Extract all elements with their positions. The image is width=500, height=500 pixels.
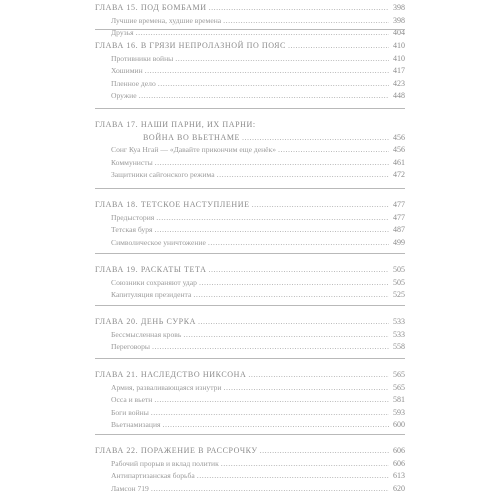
toc-entry[interactable]: [95, 289, 405, 302]
dot-leader: [223, 15, 389, 28]
toc-entry[interactable]: [95, 419, 405, 432]
toc-entry[interactable]: [95, 394, 405, 407]
toc-entry[interactable]: [95, 237, 405, 250]
chapter-divider: [95, 358, 405, 359]
chapter-title: ГЛАВА 18. ТЕТСКОЕ НАСТУПЛЕНИЕ: [95, 200, 250, 209]
section-title: Защитники сайгонского режима: [111, 170, 215, 179]
section-title: Бессмысленная кровь: [111, 329, 182, 339]
chapter-title: ГЛАВА 21. НАСЛЕДСТВО НИКСОНА: [95, 370, 247, 379]
section-title: Символическое уничтожение: [111, 237, 206, 247]
section-title: Сонг Куа Нгай — «Давайте прикончим еще денёк»: [111, 145, 276, 154]
dot-leader: [199, 277, 389, 290]
section-title: Осса и вьетн: [111, 395, 153, 404]
section-title: Ламсон 719: [111, 483, 149, 493]
dot-leader: [158, 78, 389, 91]
section-page-number: 620: [393, 483, 405, 493]
toc-entry[interactable]: [95, 157, 405, 170]
chapter-divider: [95, 29, 405, 30]
dot-leader: [145, 65, 389, 78]
section-page-number: 499: [393, 237, 405, 247]
chapter-page-number: 456: [393, 132, 405, 142]
section-title: Вьетнамизация: [111, 420, 161, 429]
section-page-number: 558: [393, 342, 405, 351]
section-title: Боги войны: [111, 407, 149, 417]
chapter-page-number: 477: [393, 200, 405, 209]
section-page-number: 505: [393, 277, 405, 287]
toc-entry[interactable]: [95, 144, 405, 157]
toc-entry[interactable]: [95, 407, 405, 420]
chapter-divider: [95, 108, 405, 109]
section-title: Предыстория: [111, 212, 155, 222]
chapter-title: ГЛАВА 20. ДЕНЬ СУРКА: [95, 317, 197, 326]
section-title: Союзники сохраняют удар: [111, 277, 197, 287]
dot-leader: [223, 382, 389, 395]
section-page-number: 581: [393, 395, 405, 404]
chapter-title: ГЛАВА 19. РАСКАТЫ ТЕТА: [95, 265, 207, 274]
dot-leader: [155, 224, 390, 237]
toc-entry[interactable]: [95, 90, 405, 103]
chapter-heading[interactable]: [95, 369, 405, 382]
section-title: Тетская буря: [111, 225, 153, 234]
section-page-number: 472: [393, 170, 405, 179]
dot-leader: [193, 289, 389, 302]
section-page-number: 565: [393, 382, 405, 392]
section-page-number: 593: [393, 407, 405, 417]
toc-entry[interactable]: [95, 53, 405, 66]
chapter-page-number: 398: [393, 3, 405, 12]
chapter-divider: [95, 253, 405, 254]
section-page-number: 398: [393, 15, 405, 25]
section-page-number: 448: [393, 91, 405, 100]
chapter-title: ГЛАВА 16. В ГРЯЗИ НЕПРОЛАЗНОЙ ПО ПОЯС: [95, 41, 286, 50]
chapter-heading[interactable]: [95, 445, 405, 458]
chapter-block: [95, 443, 405, 495]
dot-leader: [248, 369, 389, 382]
chapter-page-number: 565: [393, 370, 405, 379]
chapter-divider: [95, 305, 405, 306]
section-page-number: 461: [393, 157, 405, 167]
chapter-block: [95, 0, 405, 40]
section-title: Противники войны: [111, 53, 174, 63]
dot-leader: [156, 212, 389, 225]
chapter-title: ГЛАВА 17. НАШИ ПАРНИ, ИХ ПАРНИ:: [95, 120, 256, 129]
section-page-number: 477: [393, 212, 405, 222]
section-page-number: 456: [393, 145, 405, 154]
chapter-heading[interactable]: [95, 119, 405, 132]
dot-leader: [163, 419, 389, 432]
chapter-block: [95, 314, 405, 354]
section-page-number: 613: [393, 471, 405, 480]
dot-leader: [154, 394, 389, 407]
section-title: Переговоры: [111, 342, 150, 351]
toc-entry[interactable]: [95, 277, 405, 290]
section-title: Армия, разваливающаяся изнутри: [111, 382, 222, 392]
chapter-heading[interactable]: [95, 40, 405, 53]
chapter-divider: [95, 188, 405, 189]
toc-entry[interactable]: [95, 470, 405, 483]
section-page-number: 533: [393, 329, 405, 339]
chapter-heading[interactable]: [95, 2, 405, 15]
dot-leader: [252, 199, 389, 212]
dot-leader: [209, 2, 389, 15]
toc-entry[interactable]: [95, 15, 405, 28]
dot-leader: [139, 90, 389, 103]
dot-leader: [221, 458, 389, 471]
dot-leader: [151, 407, 389, 420]
section-title: Друзья: [111, 28, 134, 37]
chapter-title: ГЛАВА 15. ПОД БОМБАМИ: [95, 3, 207, 12]
chapter-heading[interactable]: [95, 264, 405, 277]
dot-leader: [242, 132, 389, 145]
section-title: Лучшие времена, худшие времена: [111, 15, 222, 25]
chapter-page-number: 533: [393, 317, 405, 326]
section-title: Хошимин: [111, 66, 143, 75]
toc-entry[interactable]: [95, 224, 405, 237]
chapter-block: [95, 262, 405, 302]
chapter-block: [95, 38, 405, 103]
dot-leader: [197, 470, 389, 483]
dot-leader: [151, 483, 389, 496]
section-page-number: 600: [393, 420, 405, 429]
dot-leader: [208, 237, 389, 250]
chapter-heading-continued[interactable]: [95, 132, 405, 145]
chapter-title: ГЛАВА 22. ПОРАЖЕНИЕ В РАССРОЧКУ: [95, 446, 258, 455]
chapter-title-continued: ВОЙНА ВО ВЬЕТНАМЕ: [143, 132, 241, 142]
section-title: Антипартизанская борьба: [111, 471, 195, 480]
dot-leader: [217, 169, 389, 182]
chapter-heading[interactable]: [95, 316, 405, 329]
toc-entry[interactable]: [95, 341, 405, 354]
section-page-number: 525: [393, 290, 405, 299]
chapter-block: [95, 197, 405, 249]
section-title: Коммунисты: [111, 157, 153, 167]
chapter-block: [95, 117, 405, 182]
toc-entry[interactable]: [95, 212, 405, 225]
dot-leader: [260, 445, 389, 458]
section-page-number: 410: [393, 53, 405, 63]
section-title: Капитуляция президента: [111, 290, 192, 299]
toc-entry[interactable]: [95, 483, 405, 496]
chapter-divider: [95, 434, 405, 435]
chapter-heading[interactable]: [95, 199, 405, 212]
section-page-number: 487: [393, 225, 405, 234]
chapter-page-number: 410: [393, 41, 405, 50]
dot-leader: [175, 53, 389, 66]
dot-leader: [278, 144, 389, 157]
toc-entry[interactable]: [95, 169, 405, 182]
dot-leader: [183, 329, 389, 342]
section-title: Пленное дело: [111, 78, 156, 88]
toc-entry[interactable]: [95, 382, 405, 395]
dot-leader: [152, 341, 389, 354]
section-title: Оружие: [111, 91, 137, 100]
toc-entry[interactable]: [95, 65, 405, 78]
section-page-number: 423: [393, 78, 405, 88]
dot-leader: [288, 40, 389, 53]
dot-leader: [209, 264, 390, 277]
toc-entry[interactable]: [95, 78, 405, 91]
toc-entry[interactable]: [95, 458, 405, 471]
chapter-page-number: 505: [393, 265, 405, 274]
dot-leader: [198, 316, 389, 329]
chapter-page-number: 606: [393, 446, 405, 455]
section-page-number: 404: [393, 28, 405, 37]
section-title: Рабочий прорыв и вклад политик: [111, 458, 219, 468]
chapter-block: [95, 367, 405, 432]
section-page-number: 606: [393, 458, 405, 468]
section-page-number: 417: [393, 66, 405, 75]
dot-leader: [155, 157, 389, 170]
toc-entry[interactable]: [95, 329, 405, 342]
